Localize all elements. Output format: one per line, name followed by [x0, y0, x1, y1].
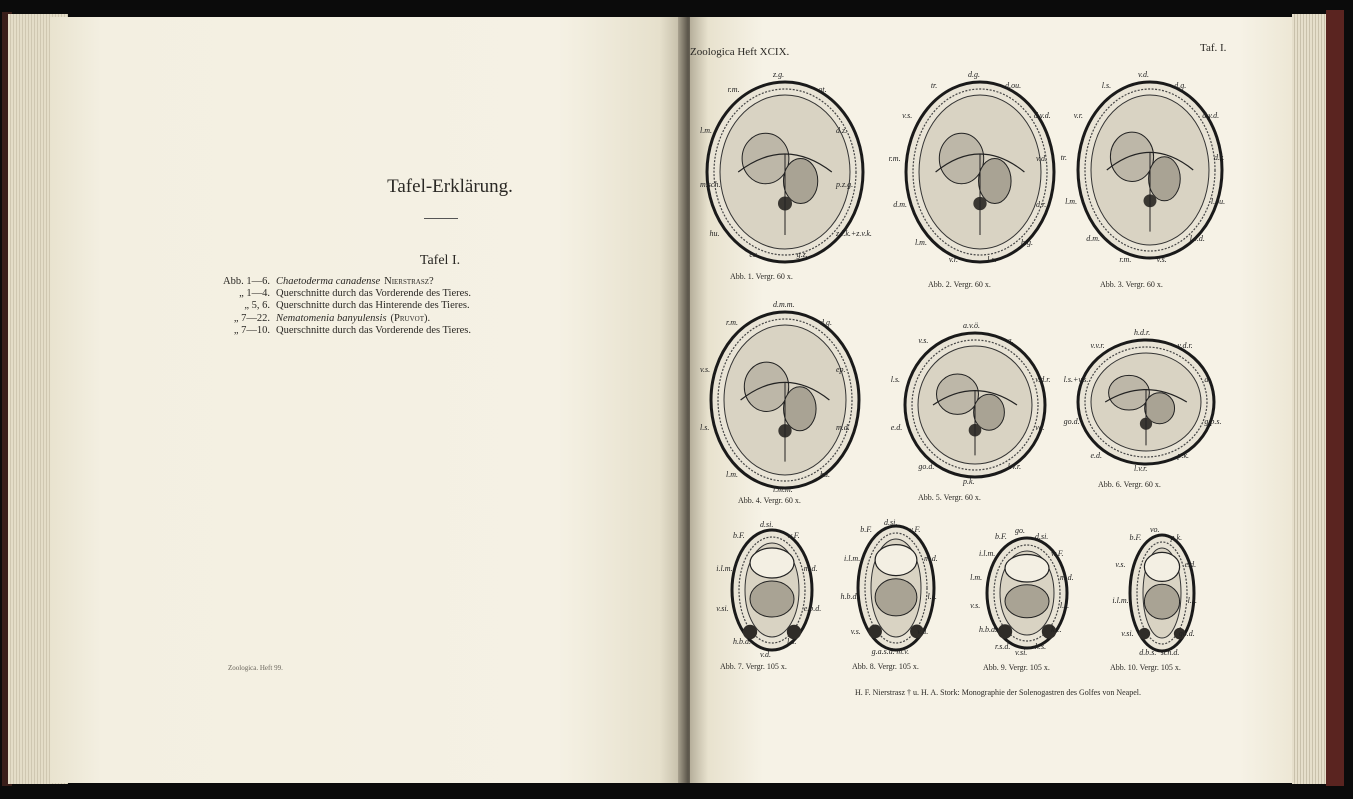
cross-section-drawing — [880, 70, 1070, 275]
plate-heading: Tafel I. — [419, 253, 461, 268]
organ-mass — [875, 579, 917, 616]
figure-label: g.p.s. — [1204, 417, 1222, 426]
legend-author: (Pruvot). — [390, 312, 431, 324]
figure-label: go.d. — [918, 462, 935, 472]
figure-abb-7 — [700, 520, 845, 670]
figure-label: b.F. — [995, 532, 1007, 542]
figure-label: v.s. — [1115, 560, 1126, 570]
figure-label: g.z. — [796, 250, 808, 259]
left-page — [50, 17, 685, 783]
page-footer: Zoologica. Heft 99. — [228, 664, 283, 672]
figure-label: l.v.r. — [1134, 464, 1148, 473]
journal-header: Zoologica Heft XCIX. — [690, 46, 790, 58]
figure-caption: Abb. 1. Vergr. 60 x. — [730, 272, 793, 281]
figure-label: m.d. — [1059, 573, 1074, 583]
figure-label: m.v. — [896, 647, 910, 657]
cross-section-drawing — [700, 60, 870, 270]
dorsal-sinus — [875, 545, 917, 576]
figure-label: d.z. — [836, 126, 848, 136]
figure-caption: Abb. 9. Vergr. 105 x. — [983, 663, 1050, 672]
figure-label: v.d.r. — [1035, 374, 1051, 384]
ventral-ganglion — [998, 624, 1012, 638]
ventral-ganglion — [1139, 628, 1151, 640]
figure-label: p.k. — [1177, 451, 1190, 460]
cross-section-drawing — [1058, 320, 1248, 490]
figure-legend — [208, 276, 471, 337]
figure-label: v.si. — [1121, 628, 1134, 638]
figure-caption: Abb. 5. Vergr. 60 x. — [918, 493, 981, 502]
figure-caption: Abb. 10. Vergr. 105 x. — [1110, 663, 1181, 672]
cross-section-drawing — [700, 520, 845, 670]
figure-label: tr. — [930, 80, 938, 90]
figure-label: e.d. — [890, 423, 903, 433]
legend-row — [208, 325, 471, 337]
figure-label: b.F. — [1129, 533, 1142, 543]
legend-row — [208, 276, 471, 288]
figure-label: l.s.+v.s. — [1063, 374, 1089, 384]
figure-label: p.k. — [963, 477, 975, 486]
legend-figure-ref: „ 1—4. — [239, 288, 270, 300]
organ-mass — [1144, 584, 1179, 619]
figure-label: l.s. — [890, 374, 901, 384]
figure-label: sch.d. — [1160, 648, 1180, 658]
figure-label: l.ou. — [1210, 197, 1226, 207]
legend-figure-ref: Abb. 1—6. — [223, 276, 270, 287]
figure-label: p.k. — [1170, 533, 1183, 543]
figure-label: v.si. — [716, 604, 729, 614]
figure-label: h.b.d. — [979, 625, 998, 635]
dorsal-sinus — [1005, 555, 1049, 583]
figure-label: m.d. — [836, 423, 850, 433]
plate-credit: H. F. Nierstrasz † u. H. A. Stork: Monographie der Solenogastren des Golfes von Neapel. — [855, 688, 1141, 697]
figure-label: d.g. — [1174, 80, 1187, 90]
figure-label: l.m. — [914, 237, 927, 247]
figure-label: r.s.d. — [995, 641, 1011, 651]
figure-label: d.m. — [893, 200, 907, 210]
figure-label: h.d.r. — [1134, 328, 1151, 337]
figure-label: v.s. — [700, 364, 711, 374]
figure-abb-8 — [830, 518, 970, 670]
figure-abb-5 — [880, 315, 1070, 500]
organ-mass — [783, 159, 817, 204]
figure-label: m.sch. — [700, 179, 721, 189]
figure-label: v.r. — [948, 255, 959, 264]
figure-label: l.s. — [1187, 596, 1197, 606]
figure-label: h.b.d. — [840, 591, 859, 601]
figure-label: v.d. — [1036, 154, 1047, 164]
title-divider — [424, 218, 458, 219]
figure-caption: Abb. 6. Vergr. 60 x. — [1098, 480, 1161, 489]
figure-label: l.m. — [725, 470, 738, 480]
figure-label: a. — [1204, 374, 1211, 384]
figure-caption: Abb. 8. Vergr. 105 x. — [852, 662, 919, 671]
figure-caption: Abb. 4. Vergr. 60 x. — [738, 496, 801, 505]
legend-description: Querschnitte durch das Vorderende des Tieres. — [276, 324, 471, 336]
organ-mass — [979, 159, 1012, 204]
figure-label: i.l.m. — [1112, 596, 1129, 606]
figure-caption: Abb. 7. Vergr. 105 x. — [720, 662, 787, 671]
figure-abb-6 — [1058, 320, 1248, 490]
figure-label: v.s. — [902, 111, 913, 121]
figure-label: r.m. — [727, 85, 740, 95]
page-edges-right — [1292, 14, 1328, 784]
figure-label: h.b.d. — [732, 637, 751, 647]
organ-mass — [1005, 585, 1049, 618]
figure-abb-9 — [965, 525, 1110, 670]
figure-label: d.b.s. — [1139, 648, 1157, 658]
figure-label: p.z.g. — [836, 179, 854, 189]
legend-description: Querschnitte durch das Hinterende des Tieres. — [276, 300, 470, 312]
figure-label: d.m.m. — [773, 300, 795, 309]
figure-label: l.s. — [927, 591, 937, 601]
figure-label: d.r. — [1214, 152, 1225, 162]
figure-label: v.d.r. — [1177, 340, 1193, 350]
figure-label: ot. — [818, 85, 827, 95]
figure-abb-2 — [880, 70, 1070, 289]
figure-label: v.v.r. — [1090, 340, 1105, 350]
dorsal-sinus — [750, 548, 794, 578]
organ-mass — [744, 362, 788, 411]
figure-label: b.g. — [1021, 237, 1034, 247]
figure-label: z.g. — [773, 70, 785, 79]
legend-species-name: Nematomenia banyulensis — [276, 312, 387, 324]
legend-row — [208, 300, 471, 312]
organ-mass — [750, 581, 794, 617]
legend-figure-ref: „ 5, 6. — [244, 300, 270, 312]
figure-label: go.d. — [1178, 628, 1195, 638]
legend-row — [208, 288, 471, 300]
figure-label: v.s. — [1156, 255, 1167, 264]
figure-label: d.si. — [884, 518, 898, 527]
figure-label: v.s. — [970, 600, 981, 610]
figure-label: e.d. — [1090, 451, 1103, 460]
legend-row — [208, 313, 471, 325]
plate-explanation-title: Tafel-Erklärung. — [387, 176, 513, 197]
figure-label: v.s. — [850, 626, 861, 636]
figure-label: v.s. — [918, 335, 929, 345]
figure-label: r.m. — [1119, 255, 1132, 264]
figure-label: l.m.m. — [773, 485, 793, 494]
figure-label: v.d. — [1138, 70, 1149, 79]
figure-label: w.F. — [787, 530, 800, 540]
figure-label: d.g. — [968, 70, 980, 79]
figure-label: e.b.d. — [803, 604, 822, 614]
figure-label: l.m. — [1065, 197, 1078, 207]
legend-description: Querschnitte durch das Vorderende des Tieres. — [276, 288, 471, 300]
figure-label: hu. — [820, 470, 831, 480]
figure-label: w.F. — [1050, 548, 1064, 558]
figure-abb-10 — [1100, 525, 1250, 670]
figure-label: d.r. — [1036, 200, 1047, 210]
legend-figure-ref: „ 7—22. — [233, 312, 270, 324]
figure-label: m.d. — [803, 563, 818, 573]
figure-label: w.F. — [907, 524, 921, 534]
figure-label: v.d. — [917, 626, 929, 636]
figure-label: d.ou. — [1005, 80, 1022, 90]
figure-label: b.F. — [860, 524, 873, 534]
figure-label: l.s. — [987, 255, 997, 264]
figure-label: l.s. — [1059, 600, 1070, 610]
figure-label: r.m. — [888, 154, 901, 164]
figure-label: i.l.m. — [979, 548, 996, 558]
figure-label: l.m. — [970, 573, 983, 583]
figure-label: i.l.m. — [716, 563, 733, 573]
ventral-ganglion — [868, 625, 882, 639]
organ-mass — [937, 374, 979, 414]
figure-label: ve. — [1035, 423, 1045, 433]
organ-mass — [784, 387, 817, 431]
figure-label: tr. — [1060, 152, 1068, 162]
cross-section-drawing — [1058, 70, 1248, 275]
figure-label: v.si. — [1015, 648, 1028, 657]
figure-label: d.m. — [1086, 234, 1101, 244]
plate-number: Taf. I. — [1200, 42, 1227, 54]
organ-mass — [1149, 157, 1181, 201]
figure-label: l.m. — [700, 126, 712, 136]
figure-label: d.g. — [820, 317, 833, 327]
organ-mass — [939, 133, 983, 183]
figure-label: l.v.r. — [1007, 462, 1022, 472]
figure-label: e.d. — [1184, 560, 1197, 570]
figure-label: z.l.k.+z.v.k. — [836, 228, 872, 238]
figure-label: m.d. — [924, 553, 938, 563]
cross-section-drawing — [880, 315, 1070, 500]
figure-label: vo. — [1150, 525, 1160, 534]
figure-label: r.m. — [725, 317, 738, 327]
figure-label: go. — [1015, 526, 1025, 535]
figure-label: l.s. — [700, 423, 710, 433]
figure-label: b.F. — [732, 530, 745, 540]
figure-label: ep. — [836, 364, 846, 374]
figure-label: go.d. — [1063, 417, 1080, 426]
figure-label: a. — [1007, 335, 1014, 345]
figure-label: h.s. — [1034, 641, 1047, 651]
organ-mass — [1110, 132, 1153, 181]
figure-label: d.si. — [1034, 532, 1049, 542]
figure-label: g.a.s.d. — [871, 647, 895, 657]
figure-label: k.z. — [1050, 625, 1062, 635]
figure-caption: Abb. 3. Vergr. 60 x. — [1100, 280, 1163, 289]
book-cover-right — [1326, 10, 1344, 786]
figure-label: hu. — [709, 228, 720, 238]
figure-label: l.v.d. — [1189, 234, 1205, 244]
figure-label: v.d. — [760, 650, 771, 659]
figure-abb-3 — [1058, 70, 1248, 289]
legend-species-name: Chaetoderma canadense — [276, 276, 381, 287]
legend-figure-ref: „ 7—10. — [233, 324, 270, 336]
figure-abb-4 — [700, 300, 870, 505]
figure-label: d.v.d. — [1033, 111, 1051, 121]
organ-mass — [1109, 375, 1150, 410]
figure-abb-1 — [700, 60, 872, 281]
organ-mass — [742, 133, 789, 183]
figure-label: l.s. — [787, 637, 797, 647]
dorsal-sinus — [1144, 552, 1179, 581]
figure-label: d.v.d. — [1202, 110, 1220, 120]
legend-author: Nierstrasz? — [384, 276, 434, 287]
figure-caption: Abb. 2. Vergr. 60 x. — [928, 280, 991, 289]
figure-label: a.v.ö. — [963, 321, 980, 330]
figure-label: d.si. — [760, 520, 774, 529]
figure-label: cu. — [749, 250, 759, 259]
figure-label: l.s. — [1101, 80, 1112, 90]
figure-label: v.r. — [1073, 110, 1083, 120]
figure-label: i.l.m. — [843, 553, 861, 563]
